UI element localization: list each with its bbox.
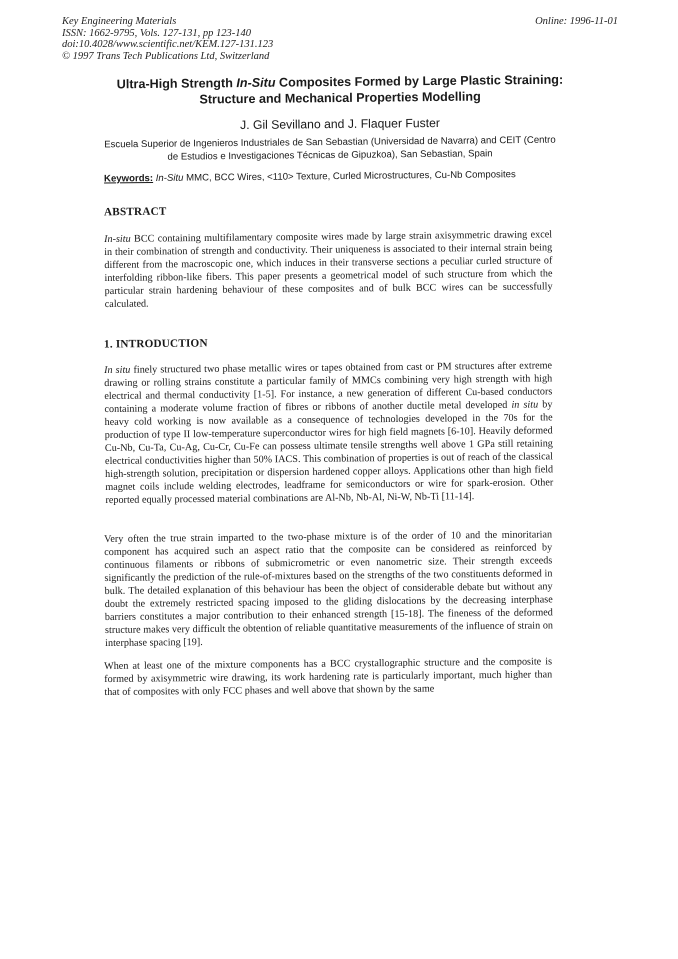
affiliation: Escuela Superior de Ingenieros Industriales de San Sebastian (Universidad de Navarra) and CEIT (Centro de Estudios e Investigaciones Técnicas de Gipuzkoa), San Sebastian, Spain [104, 134, 556, 163]
keywords-label: Keywords: [103, 172, 154, 185]
intro-p1-part-a: finely structured two phase metallic wires or tapes obtained from cast or PM structures after extreme drawing or rolling strains constitute a particular family of MMCs combining very high strength with high electrical and thermal conductivity [1-5]. For instance, a new generation of different Cu-based conductors containing a moderate volume fraction of fibres or ribbons of another ductile metal developed [104, 360, 553, 416]
abstract-lead: In-situ [104, 233, 131, 245]
introduction-heading: 1. INTRODUCTION [103, 337, 208, 351]
abstract-heading: ABSTRACT [103, 205, 167, 219]
intro-paragraph-1 [104, 359, 553, 507]
title-part-1: Ultra-High Strength [116, 76, 237, 92]
publication-metadata [62, 16, 273, 62]
intro-paragraph-3: When at least one of the mixture components has a BCC crystallographic structure and the composite is formed by axisymmetric wire drawing, its work hardening rate is particularly important, much higher than that of composites with only FCC phases and well above that shown by the same [104, 656, 553, 699]
abstract-paragraph [104, 228, 553, 311]
abstract-text: BCC containing multifilamentary composite wires made by large strain axisymmetric drawing excel in their combination of strength and conductivity. Their uniqueness is associated to their internal strain being different from the macroscopic one, which induces in their transverse sections a peculiar curled structure of interfolding ribbon-like fibers. This paper presents a geometrical model of such structure from which the particular strain hardening behaviour of these composites and of bulk BCC wires can be successfully calculated. [104, 229, 553, 311]
paper-title [90, 71, 590, 108]
intro-paragraph-2: Very often the true strain imparted to the two-phase mixture is of the order of 10 and the minoritarian component has acquired such an aspect ratio that the composite can be considered as reinforced by continuous filaments or ribbons of submicrometric or even nanometric size. Their strength exceeds significantly the prediction of the rule-of-mixtures based on the strengths of the two constituents deformed in bulk. The detailed explanation of this behaviour has been the object of considerable debate but without any doubt the extremely restricted spacing imposed to the gliding dislocations by the decreasing interphase barriers constitutes a major contribution to their enhanced strength [15-18]. The fineness of the deformed structure makes very difficult the obtention of reliable quantitative measurements of the influence of strain on interphase spacing [19]. [104, 529, 554, 650]
online-date: Online: 1996-11-01 [535, 16, 618, 27]
keywords-text: MMC, BCC Wires, <110> Texture, Curled Microstructures, Cu-Nb Composites [183, 169, 516, 184]
copyright-line: © 1997 Trans Tech Publications Ltd, Switzerland [62, 50, 270, 62]
keywords [104, 168, 584, 185]
title-part-2: Composites Formed by Large Plastic Straining: Structure and Mechanical Properties Modelling [199, 72, 564, 107]
keywords-insitu: In-Situ [155, 172, 184, 184]
intro-p1-part-b: by heavy cold working is now available as a consequence of technologies developed in the 70s for the production of type II low-temperature superconductor wires for high field magnets [6-10]. Heavily deformed Cu-Nb, Cu-Ta, Cu-Ag, Cu-Cr, Cu-Fe can possess ultimate tensile strengths well above 1 GPa still retaining electrical conductivities higher than 50% IACS. This combination of properties is out of reach of the classical high-strength solution, precipitation or dispersion hardened copper alloys. Applications other than high field magnet coils include welding electrodes, leadframe for semiconductors or wire for spark-erosion. Other reported equally processed material combinations are Al-Nb, Nb-Al, Ni-W, Nb-Ti [11-14]. [104, 399, 554, 507]
journal-name: Key Engineering Materials [62, 16, 177, 27]
intro-p1-lead: In situ [104, 364, 131, 376]
intro-p1-insitu: in situ [511, 399, 539, 411]
authors: J. Gil Sevillano and J. Flaquer Fuster [240, 115, 440, 133]
title-insitu: In-Situ [236, 75, 276, 91]
issn-line: ISSN: 1662-9795, Vols. 127-131, pp 123-140 [62, 27, 251, 39]
doi-line: doi:10.4028/www.scientific.net/KEM.127-131.123 [62, 39, 274, 50]
